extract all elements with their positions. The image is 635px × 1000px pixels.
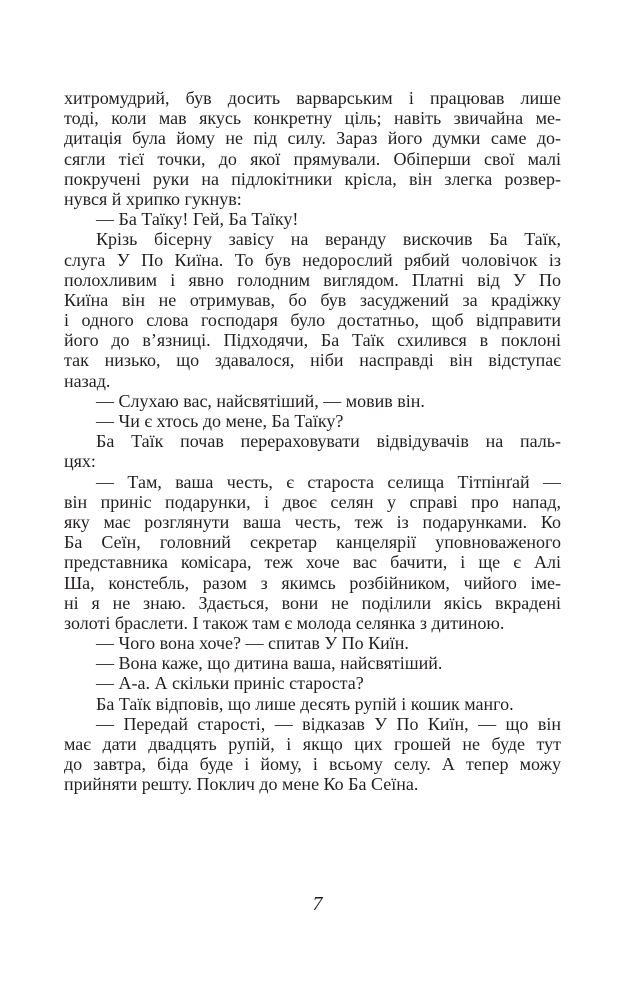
text-line: яку має розглянути ваша честь, теж із подарунками. Ко xyxy=(64,511,561,532)
text-line: він приніс подарунки, і двоє селян у справі про напад, xyxy=(64,491,561,512)
text-line: має дати двадцять рупій, і якщо цих грошей не буде тут xyxy=(64,734,561,754)
text-line: — Слухаю вас, найсвятіший, — мовив він. xyxy=(96,390,425,411)
text-line: представника комісара, теж хоче вас бачити, і ще є Алі xyxy=(64,552,561,573)
text-line: полохливим і явно голодним виглядом. Платні від У По xyxy=(64,269,561,290)
text-line: Киїна він не отримував, бо був засуджений за крадіжку xyxy=(64,289,561,310)
text-line: покручені руки на підлокітники крісла, він злегка розвер- xyxy=(64,168,561,189)
text-line: Ба Таїк почав перераховувати відвідувачів на паль- xyxy=(96,431,561,452)
text-line: сягли тієї точки, до якої прямували. Обіперши свої малі xyxy=(64,148,561,169)
text-line: Ша, констебль, разом з якимсь розбійником, чийого іме- xyxy=(64,572,561,593)
text-line: дитація була йому не під силу. Зараз його думки саме до- xyxy=(64,128,561,149)
text-line: Ба Таїк відповів, що лише десять рупій і кошик манго. xyxy=(96,693,514,714)
text-line: — Вона каже, що дитина ваша, найсвятіший. xyxy=(96,653,443,674)
text-line: прийняти решту. Поклич до мене Ко Ба Сеїна. xyxy=(64,774,419,795)
text-line: — Чого вона хоче? — спитав У По Киїн. xyxy=(96,633,409,654)
body-text xyxy=(64,88,561,795)
text-line: — Передай старості, — відказав У По Киїн, — що він xyxy=(96,713,561,734)
text-line: — Там, ваша честь, є староста селища Тітпінґай — xyxy=(96,471,561,492)
text-line: тоді, коли мав якусь конкретну ціль; навіть звичайна ме- xyxy=(64,108,561,129)
text-line: назад. xyxy=(64,370,111,391)
text-line: — Ба Таїку! Гей, Ба Таїку! xyxy=(96,209,299,230)
text-line: золоті браслети. І також там є молода селянка з дитиною. xyxy=(64,612,505,633)
text-line: хитромудрий, був досить варварським і працював лише xyxy=(64,88,561,108)
text-line: Ба Сеїн, головний секретар канцелярії уповноваженого xyxy=(64,532,561,553)
text-line: ні я не знаю. Здається, вони не поділили якісь вкрадені xyxy=(64,592,561,613)
text-line: Крізь бісерну завісу на веранду вискочив Ба Таїк, xyxy=(96,229,561,250)
text-line: слуга У По Киїна. То був недорослий рябий чоловічок із xyxy=(64,249,561,270)
text-line: його до в’язниці. Підходячи, Ба Таїк схилився в поклоні xyxy=(64,330,561,351)
text-line: цях: xyxy=(64,451,96,472)
text-line: так низько, що здавалося, ніби насправді він відступає xyxy=(64,350,561,371)
text-line: нувся й хрипко гукнув: xyxy=(64,188,242,209)
text-line: — А-а. А скільки приніс староста? xyxy=(96,673,364,694)
text-line: до завтра, біда буде і йому, і всьому селу. А тепер можу xyxy=(64,754,561,775)
text-line: і одного слова господаря було достатньо, щоб відправити xyxy=(64,310,561,331)
text-line: — Чи є хтось до мене, Ба Таїку? xyxy=(96,411,344,431)
page-number: 7 xyxy=(312,893,323,915)
